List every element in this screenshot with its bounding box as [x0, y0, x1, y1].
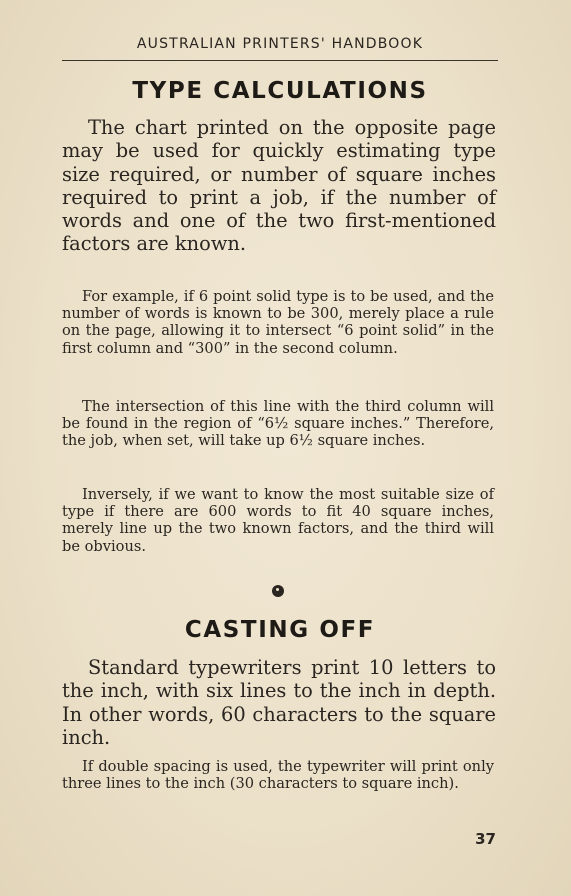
header-rule	[62, 60, 498, 61]
section-heading-type-calculations: TYPE CALCULATIONS	[132, 78, 428, 104]
running-head: AUSTRALIAN PRINTERS' HANDBOOK	[136, 36, 424, 52]
lead-paragraph-type-calculations: The chart printed on the opposite page may be used for quickly estimating type size required, or number of square inches required to print a job, if the number of words and one of the two first-mentioned factors are known.	[62, 116, 496, 256]
section-ornament-icon	[272, 585, 284, 597]
section-heading-casting-off: CASTING OFF	[184, 617, 376, 643]
paragraph-double-spacing: If double spacing is used, the typewriter will print only three lines to the inch (30 characters to square inch).	[62, 758, 494, 793]
paragraph-inversely: Inversely, if we want to know the most suitable size of type if there are 600 words to fit 40 square inches, merely line up the two known factors, and the third will be obvious.	[62, 486, 494, 555]
paragraph-example: For example, if 6 point solid type is to be used, and the number of words is known to be 300, merely place a rule on the page, allowing it to intersect “6 point solid” in the first column and “300” in the second column.	[62, 288, 494, 357]
paragraph-intersection: The intersection of this line with the third column will be found in the region of “6½ square inches.” Therefore, the job, when set, will take up 6½ square inches.	[62, 398, 494, 450]
lead-paragraph-casting-off: Standard typewriters print 10 letters to the inch, with six lines to the inch in depth. In other words, 60 characters to the square inch.	[62, 656, 496, 749]
page-number: 37	[475, 830, 496, 848]
